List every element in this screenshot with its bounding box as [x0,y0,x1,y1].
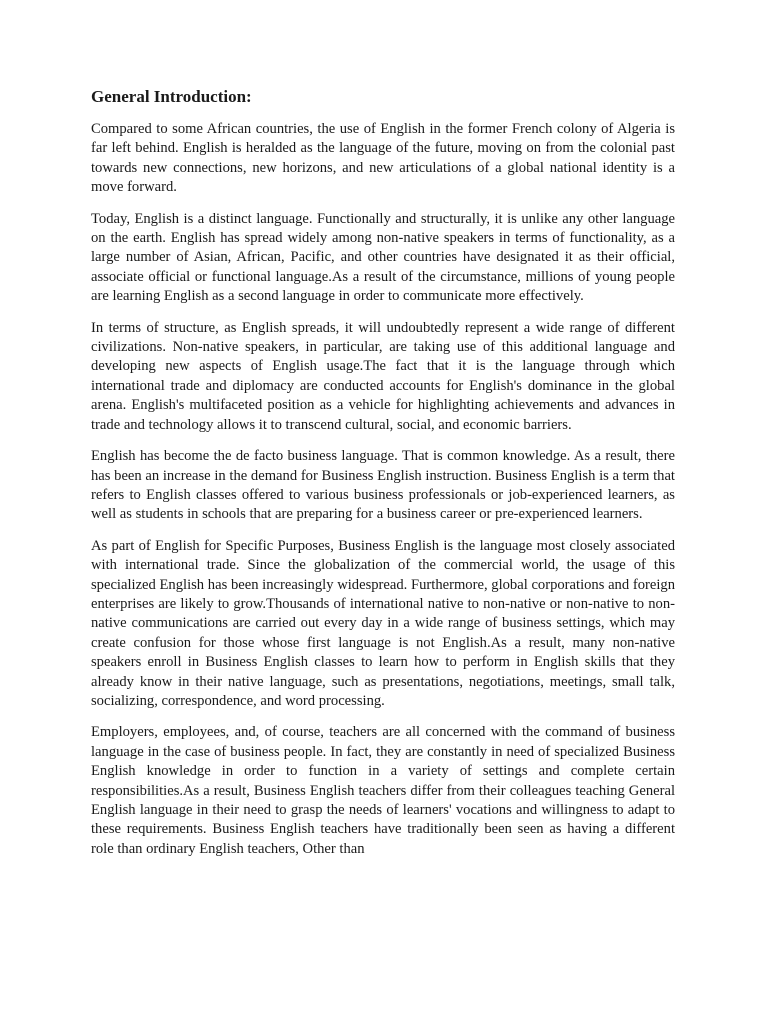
paragraph-5: As part of English for Specific Purposes, Business English is the language most closely associated with international trade. Since the globalization of the commercial world, the usage of this specialized English has been increasingly widespread. Furthermore, global corporations and foreign enterprises are likely to grow.Thousands of international native to non-native or non-native to non-native communications are carried out every day in a wide range of business settings, which may create confusion for those whose first language is not English.As a result, many non-native speakers enroll in Business English classes to learn how to perform in English skills that they already know in their native language, such as presentations, negotiations, meetings, small talk, socializing, correspondence, and word processing. [91,537,675,709]
paragraph-6: Employers, employees, and, of course, teachers are all concerned with the command of business language in the case of business people. In fact, they are constantly in need of specialized Business English knowledge in order to function in a variety of settings and complete certain responsibilities.As a result, Business English teachers differ from their colleagues teaching General English language in their need to grasp the needs of learners' vocations and willingness to adapt to these requirements. Business English teachers have traditionally been seen as having a different role than ordinary English teachers, Other than [91,724,675,857]
paragraph-3: In terms of structure, as English spreads, it will undoubtedly represent a wide range of different civilizations. Non-native speakers, in particular, are taking use of this additional language and developing new aspects of English usage.The fact that it is the language through which international trade and diplomacy are conducted accounts for English's dominance in the global arena. English's multifaceted position as a vehicle for highlighting achievements and advances in trade and technology allows it to transcend cultural, social, and economic barriers. [91,319,675,433]
paragraph-4: English has become the de facto business language. That is common knowledge. As a result, there has been an increase in the demand for Business English instruction. Business English is a term that refers to English classes offered to various business professionals or job-experienced learners, as well as students in schools that are preparing for a business career or pre-experienced learners. [91,448,675,523]
section-heading: General Introduction: [91,87,252,106]
paragraph-1: Compared to some African countries, the use of English in the former French colony of Algeria is far left behind. English is heralded as the language of the future, moving on from the colonial past towards new connections, new horizons, and new articulations of a global national identity is a move forward. [91,121,675,196]
paragraph-2: Today, English is a distinct language. Functionally and structurally, it is unlike any other language on the earth. English has spread widely among non-native speakers in terms of functionality, as a large number of Asian, African, Pacific, and other countries have designated it as their official, associate official or functional language.As a result of the circumstance, millions of young people are learning English as a second language in order to communicate more effectively. [91,210,675,305]
document-page [91,86,675,871]
